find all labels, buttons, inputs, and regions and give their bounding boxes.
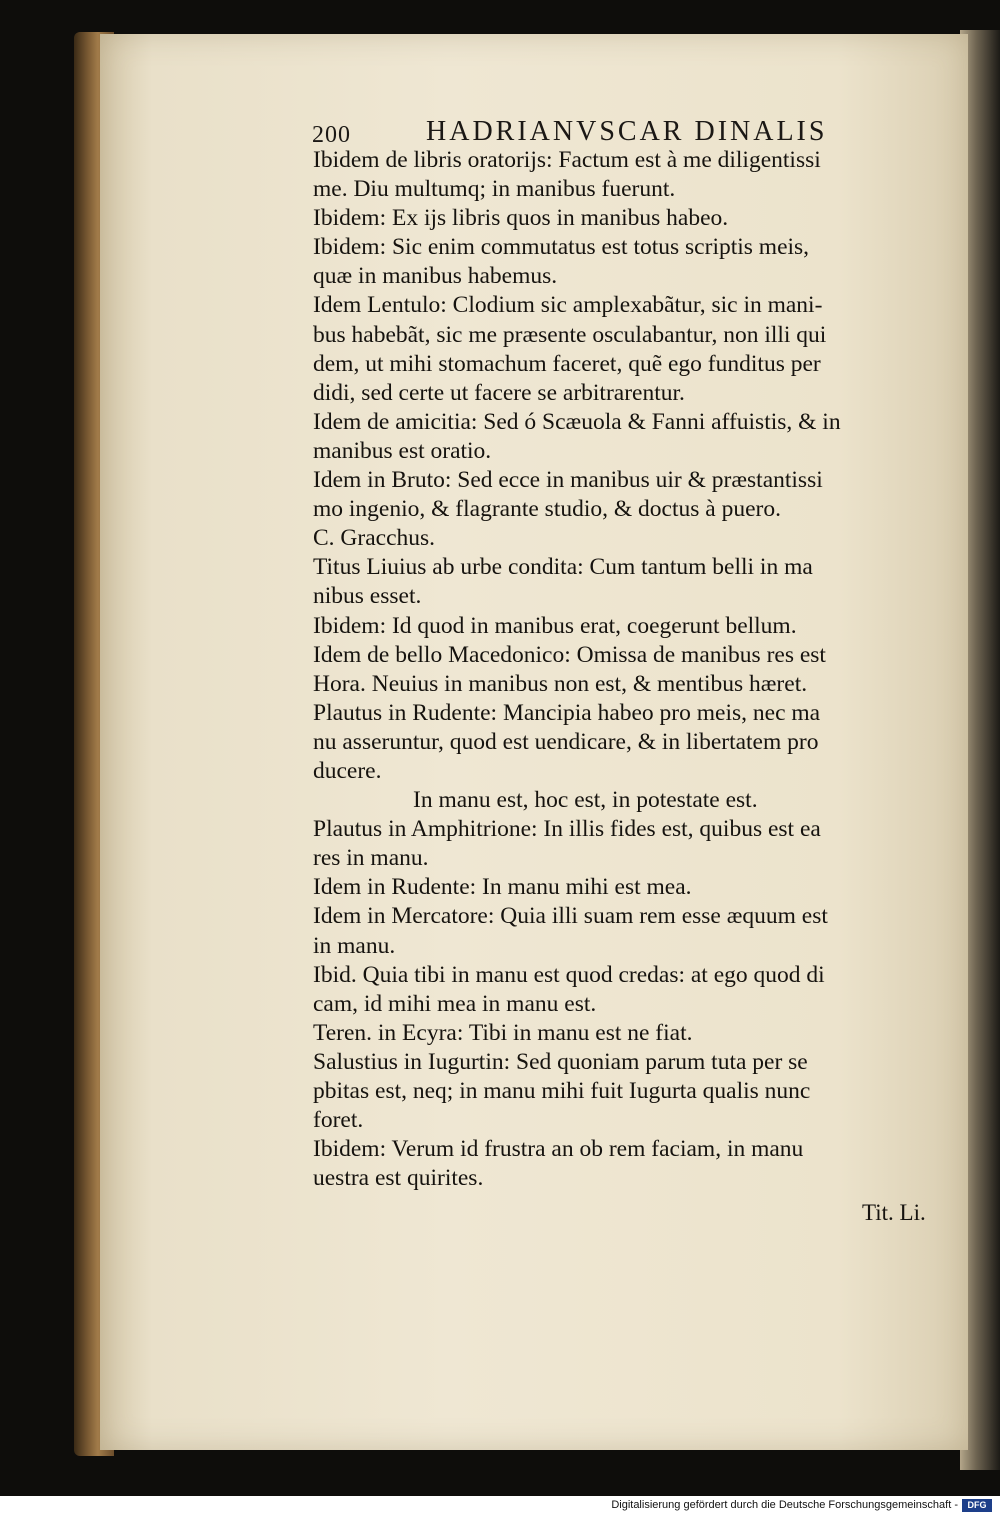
funding-notice: Digitalisierung gefördert durch die Deutsche Forschungsgemeinschaft -	[611, 1499, 958, 1511]
text-line: bus habebãt, sic me præsente osculabantur, non illi qui	[313, 321, 827, 348]
text-line: Hora. Neuius in manibus non est, & mentibus hæret.	[313, 670, 808, 697]
text-line: Plautus in Amphitrione: In illis fides est, quibus est ea	[313, 816, 821, 843]
text-line: mo ingenio, & flagrante studio, & doctus à puero.	[313, 496, 781, 523]
text-line: uestra est quirites.	[313, 1165, 484, 1192]
text-line: Idem de bello Macedonico: Omissa de manibus res est	[313, 641, 826, 668]
text-line: me. Diu multumq; in manibus fuerunt.	[313, 176, 676, 203]
text-line: nu asseruntur, quod est uendicare, & in libertatem pro	[313, 728, 819, 755]
text-line: Teren. in Ecyra: Tibi in manu est ne fiat.	[313, 1019, 693, 1046]
body-text	[313, 146, 953, 1193]
text-line: dem, ut mihi stomachum faceret, quẽ ego funditus per	[313, 350, 821, 377]
text-line: ducere.	[313, 757, 382, 784]
text-line: nibus esset.	[313, 583, 422, 610]
text-line: Ibid. Quia tibi in manu est quod credas: at ego quod di	[313, 961, 825, 988]
text-line: Idem in Rudente: In manu mihi est mea.	[313, 874, 692, 901]
text-line: cam, id mihi mea in manu est.	[313, 990, 597, 1017]
text-line: Salustius in Iugurtin: Sed quoniam parum tuta per se	[313, 1048, 808, 1075]
dfg-logo: DFG	[962, 1499, 992, 1512]
text-line: Ibidem: Id quod in manibus erat, coegerunt bellum.	[313, 612, 797, 639]
running-title: HADRIANVSCAR DINALIS	[426, 116, 828, 147]
text-line: Idem Lentulo: Clodium sic amplexabãtur, sic in mani-	[313, 292, 823, 319]
page-number: 200	[312, 122, 351, 148]
text-line: C. Gracchus.	[313, 525, 436, 552]
text-line: Idem de amicitia: Sed ó Scæuola & Fanni affuistis, & in	[313, 408, 841, 435]
footer-bar	[0, 1496, 1000, 1516]
text-line: Ibidem: Sic enim commutatus est totus scriptis meis,	[313, 234, 810, 261]
text-line: Plautus in Rudente: Mancipia habeo pro meis, nec ma	[313, 699, 821, 726]
text-line: Idem in Mercatore: Quia illi suam rem esse æquum est	[313, 903, 828, 930]
text-line: quæ in manibus habemus.	[313, 263, 558, 290]
text-line: pbitas est, neq; in manu mihi fuit Iugurta qualis nunc	[313, 1078, 811, 1104]
text-line: res in manu.	[313, 845, 429, 872]
text-line: Titus Liuius ab urbe condita: Cum tantum belli in ma	[313, 554, 813, 581]
text-line: didi, sed certe ut facere se arbitrarentur.	[313, 379, 685, 406]
text-line: Idem in Bruto: Sed ecce in manibus uir & præstantissi	[313, 467, 823, 494]
text-line: manibus est oratio.	[313, 437, 492, 464]
text-line: Ibidem de libris oratorijs: Factum est à me diligentissi	[313, 147, 821, 173]
text-line: in manu.	[313, 932, 396, 959]
text-line: Ibidem: Verum id frustra an ob rem faciam, in manu	[313, 1136, 804, 1163]
section-heading: In manu est, hoc est, in potestate est.	[413, 787, 758, 814]
text-line: foret.	[313, 1107, 364, 1134]
text-line: Ibidem: Ex ijs libris quos in manibus habeo.	[313, 205, 729, 232]
catchword: Tit. Li.	[862, 1200, 926, 1225]
